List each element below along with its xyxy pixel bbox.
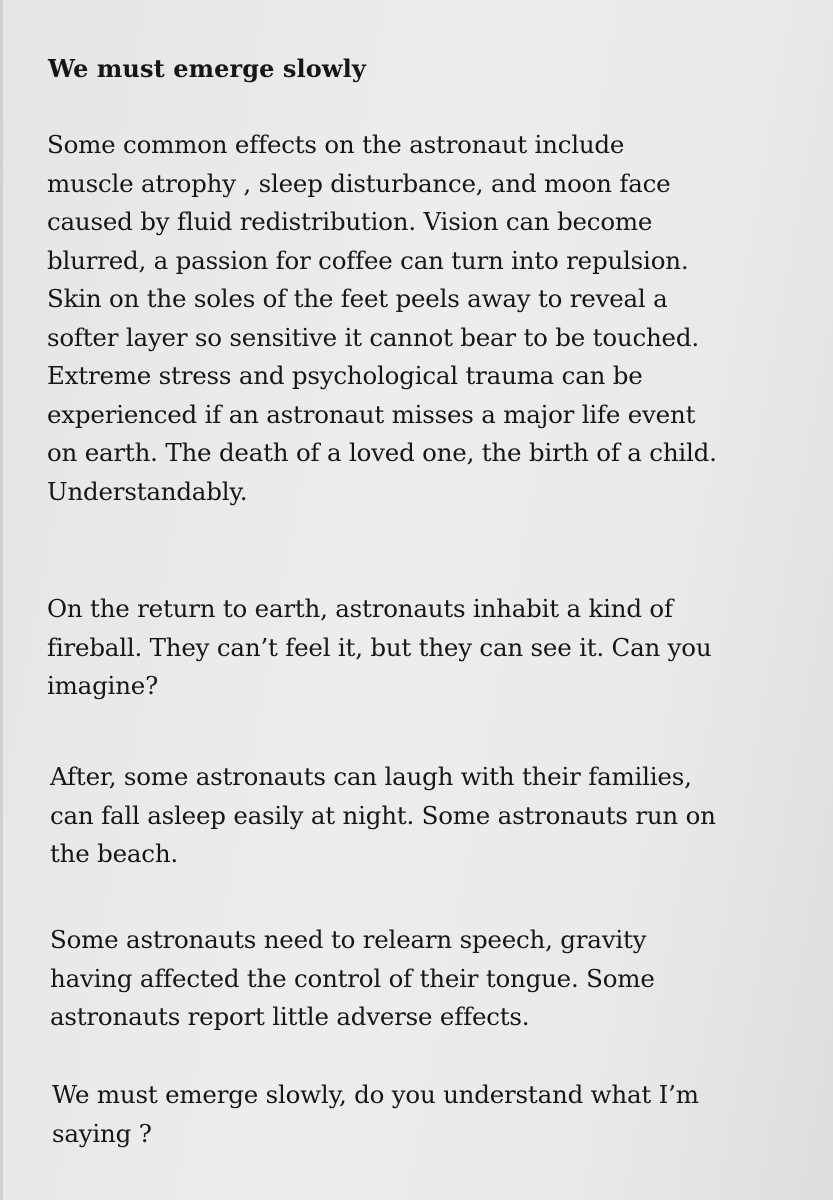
text-line: having affected the control of their tongue. Some bbox=[50, 963, 655, 993]
paragraph-closing bbox=[52, 1076, 699, 1153]
text-line: blurred, a passion for coffee can turn into repulsion. bbox=[47, 245, 689, 275]
text-line: Understandably. bbox=[47, 476, 248, 506]
paragraph-after bbox=[50, 758, 716, 874]
paragraph-effects bbox=[47, 126, 717, 511]
text-line: astronauts report little adverse effects. bbox=[50, 1002, 530, 1031]
text-line: Some common effects on the astronaut include bbox=[47, 130, 625, 159]
text-line: We must emerge slowly, do you understand what I’m bbox=[52, 1080, 699, 1109]
text-line: After, some astronauts can laugh with their families, bbox=[50, 762, 692, 791]
text-line: muscle atrophy , sleep disturbance, and moon face bbox=[47, 168, 671, 198]
text-line: imagine? bbox=[47, 671, 159, 700]
paragraph-speech bbox=[50, 921, 655, 1037]
text-line: Skin on the soles of the feet peels away to reveal a bbox=[47, 284, 668, 313]
text-line: fireball. They can’t feel it, but they can see it. Can you bbox=[47, 632, 712, 662]
text-line: softer layer so sensitive it cannot bear to be touched. bbox=[47, 322, 699, 352]
text-line: experienced if an astronaut misses a major life event bbox=[47, 399, 696, 429]
text-line: Some astronauts need to relearn speech, gravity bbox=[50, 925, 647, 954]
text-line: On the return to earth, astronauts inhabit a kind of bbox=[47, 594, 673, 623]
paragraph-return bbox=[47, 590, 711, 706]
text-line: Extreme stress and psychological trauma can be bbox=[47, 361, 643, 390]
text-line: can fall asleep easily at night. Some astronauts run on bbox=[50, 800, 716, 830]
text-line: on earth. The death of a loved one, the birth of a child. bbox=[47, 438, 717, 467]
page-edge bbox=[0, 0, 3, 1200]
text-line: caused by fluid redistribution. Vision can become bbox=[47, 207, 653, 236]
text-line: saying ? bbox=[52, 1118, 152, 1148]
poem-title: We must emerge slowly bbox=[48, 54, 366, 83]
text-line: the beach. bbox=[50, 839, 178, 868]
